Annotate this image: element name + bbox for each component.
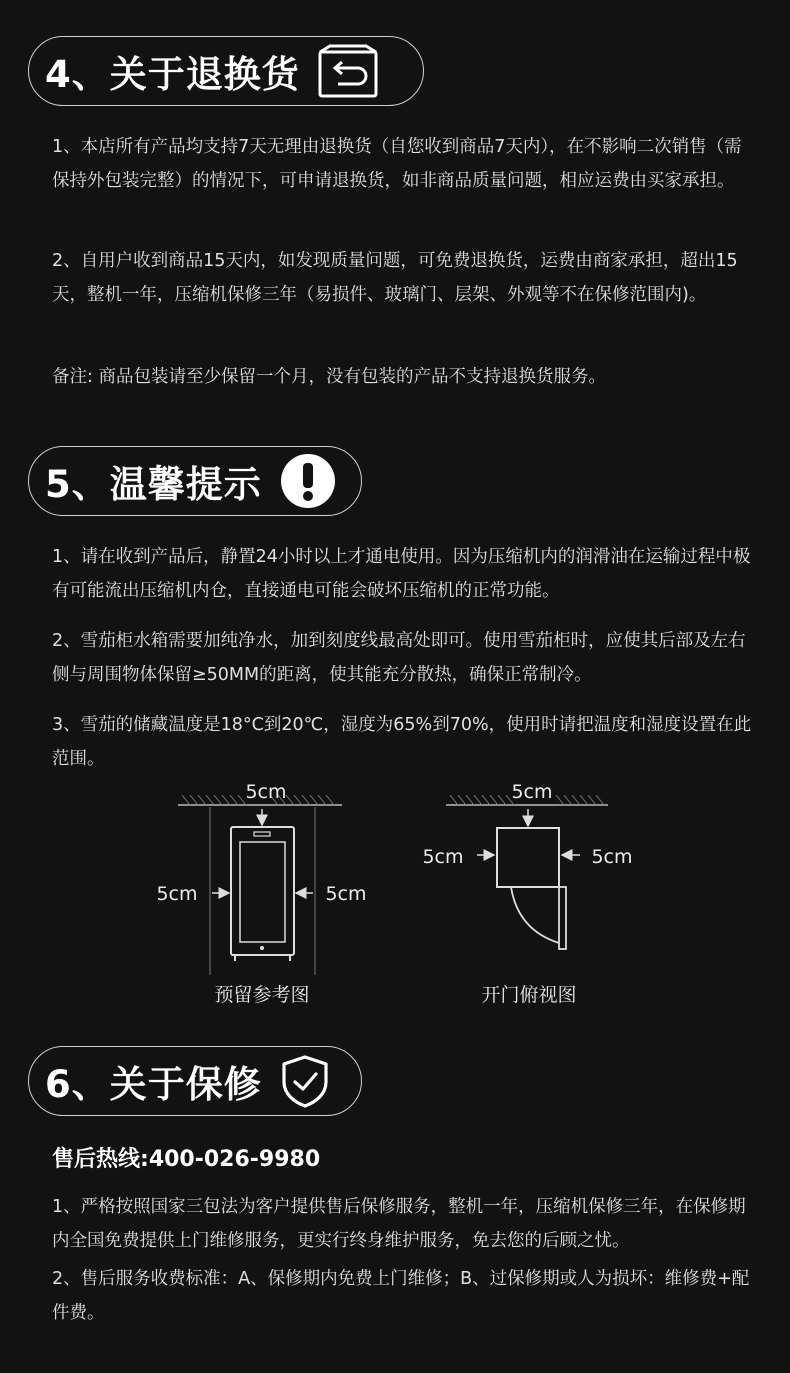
front-caption: 预留参考图 xyxy=(214,984,310,1006)
warranty-item-2: 2、售后服务收费标准：A、保修期内免费上门维修；B、过保修期或人为损坏：维修费+配件费。 xyxy=(52,1269,750,1323)
clearance-diagram xyxy=(0,765,790,1015)
section-4-header xyxy=(28,36,424,106)
section-4-title: 4、关于退换货 xyxy=(45,53,300,96)
section-6-header xyxy=(28,1046,362,1116)
tip-item-3: 3、雪茄的储藏温度是18°C到20℃，湿度为65%到70%，使用时请把温度和湿度设置在此范围。 xyxy=(52,715,752,769)
topview-top-label: 5cm xyxy=(511,781,553,803)
return-policy-note: 备注: 商品包装请至少保留一个月，没有包装的产品不支持退换货服务。 xyxy=(52,367,606,387)
exclamation-icon xyxy=(280,453,336,509)
front-view-diagram xyxy=(156,781,366,1006)
hotline-label: 售后热线: xyxy=(52,1147,149,1172)
top-view-diagram xyxy=(422,781,632,1006)
tip-item-1: 1、请在收到产品后，静置24小时以上才通电使用。因为压缩机内的润滑油在运输过程中极有可能流出压缩机内仓，直接通电可能会破坏压缩机的正常功能。 xyxy=(52,547,751,601)
shield-check-icon xyxy=(280,1054,330,1108)
return-box-icon xyxy=(318,44,378,98)
topview-left-label: 5cm xyxy=(422,846,464,868)
hotline-number[interactable]: 400-026-9980 xyxy=(148,1147,321,1172)
front-left-label: 5cm xyxy=(156,883,198,905)
return-policy-item-1: 1、本店所有产品均支持7天无理由退换货（自您收到商品7天内），在不影响二次销售（需保持外包装完整）的情况下，可申请退换货，如非商品质量问题，相应运费由买家承担。 xyxy=(52,137,742,191)
front-right-label: 5cm xyxy=(325,883,367,905)
after-sales-hotline xyxy=(52,1142,320,1173)
warranty-item-1: 1、严格按照国家三包法为客户提供售后保修服务，整机一年，压缩机保修三年，在保修期内全国免费提供上门维修服务，更实行终身维护服务，免去您的后顾之忧。 xyxy=(52,1197,746,1251)
front-top-label: 5cm xyxy=(245,781,287,803)
section-5-header xyxy=(28,446,362,516)
topview-right-label: 5cm xyxy=(591,846,633,868)
return-policy-item-2: 2、自用户收到商品15天内，如发现质量问题，可免费退换货，运费由商家承担，超出15天，整机一年，压缩机保修三年（易损件、玻璃门、层架、外观等不在保修范围内)。 xyxy=(52,251,738,305)
section-6-title: 6、关于保修 xyxy=(45,1063,262,1106)
tip-item-2: 2、雪茄柜水箱需要加纯净水，加到刻度线最高处即可。使用雪茄柜时，应使其后部及左右侧与周围物体保留≥50MM的距离，使其能充分散热，确保正常制冷。 xyxy=(52,631,746,685)
topview-caption: 开门俯视图 xyxy=(481,984,577,1006)
section-5-title: 5、温馨提示 xyxy=(45,463,262,506)
